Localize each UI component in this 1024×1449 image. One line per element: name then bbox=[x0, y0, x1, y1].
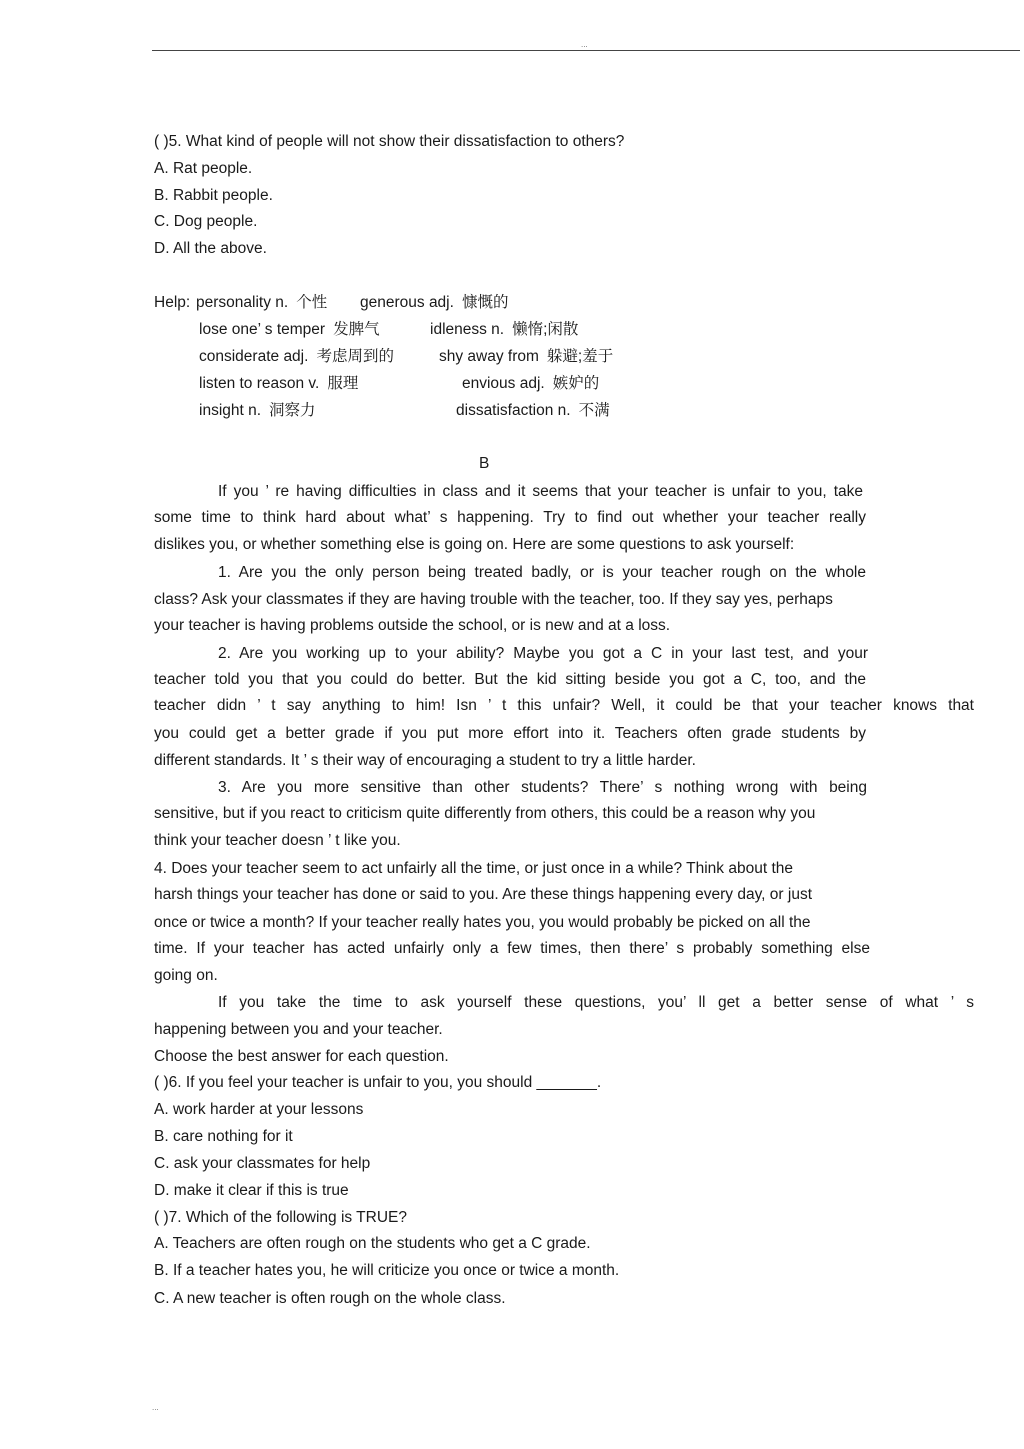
passage-line: dislikes you, or whether something else is going on. Here are some questions to ask yourself: bbox=[154, 536, 795, 553]
passage-line: 4. Does your teacher seem to act unfairly all the time, or just once in a while? Think about the bbox=[154, 860, 793, 877]
passage-line: once or twice a month? If your teacher really hates you, you would probably be picked on all the bbox=[154, 914, 811, 931]
header-dots: ... bbox=[581, 40, 588, 49]
question-6: ( )6. If you feel your teacher is unfair to you, you should _______. bbox=[154, 1074, 602, 1091]
question-7: ( )7. Which of the following is TRUE? bbox=[154, 1209, 407, 1226]
q5-option-b: B. Rabbit people. bbox=[154, 187, 273, 204]
help-entry: considerate adj. 考虑周到的 bbox=[199, 348, 394, 365]
help-entry: personality n. 个性 bbox=[196, 294, 328, 311]
q6-option-d: D. make it clear if this is true bbox=[154, 1182, 349, 1199]
passage-line: class? Ask your classmates if they are having trouble with the teacher, too. If they say yes, perhaps bbox=[154, 591, 833, 608]
q5-option-a: A. Rat people. bbox=[154, 160, 253, 177]
q5-option-c: C. Dog people. bbox=[154, 213, 258, 230]
help-label: Help: bbox=[154, 294, 191, 311]
passage-line: teacher didn ’ t say anything to him! Isn ’ t this unfair? Well, it could be that your teacher knows that bbox=[154, 697, 974, 714]
passage-heading: B bbox=[479, 455, 490, 472]
q6-option-b: B. care nothing for it bbox=[154, 1128, 293, 1145]
passage-line: think your teacher doesn ’ t like you. bbox=[154, 832, 401, 849]
passage-line: If you ’ re having difficulties in class and it seems that your teacher is unfair to you, take bbox=[218, 483, 863, 500]
passage-line: If you take the time to ask yourself these questions, you’ ll get a better sense of what ’ s bbox=[218, 994, 974, 1011]
passage-line: sensitive, but if you react to criticism quite differently from others, this could be a reason why you bbox=[154, 805, 816, 822]
passage-line: 2. Are you working up to your ability? Maybe you got a C in your last test, and your bbox=[218, 645, 868, 662]
footer-dots: ... bbox=[152, 1403, 159, 1412]
passage-line: different standards. It ’ s their way of encouraging a student to try a little harder. bbox=[154, 752, 696, 769]
instructions: Choose the best answer for each question. bbox=[154, 1048, 449, 1065]
passage-line: teacher told you that you could do better. But the kid sitting beside you got a C, too, and the bbox=[154, 671, 866, 688]
passage-line: going on. bbox=[154, 967, 218, 984]
passage-line: 1. Are you the only person being treated badly, or is your teacher rough on the whole bbox=[218, 564, 866, 581]
passage-line: you could get a better grade if you put more effort into it. Teachers often grade students by bbox=[154, 725, 866, 742]
header-rule bbox=[152, 50, 1020, 51]
help-entry: generous adj. 慷慨的 bbox=[360, 294, 509, 311]
help-entry: listen to reason v. 服理 bbox=[199, 375, 359, 392]
q7-option-a: A. Teachers are often rough on the students who get a C grade. bbox=[154, 1235, 591, 1252]
help-entry: lose one’ s temper 发脾气 bbox=[199, 321, 380, 338]
help-entry: dissatisfaction n. 不满 bbox=[456, 402, 610, 419]
passage-line: time. If your teacher has acted unfairly only a few times, then there’ s probably something else bbox=[154, 940, 870, 957]
help-entry: idleness n. 懒惰;闲散 bbox=[430, 321, 579, 338]
q7-option-b: B. If a teacher hates you, he will criticize you once or twice a month. bbox=[154, 1262, 620, 1279]
passage-line: happening between you and your teacher. bbox=[154, 1021, 443, 1038]
passage-line: your teacher is having problems outside the school, or is new and at a loss. bbox=[154, 617, 671, 634]
passage-line: some time to think hard about what’ s happening. Try to find out whether your teacher really bbox=[154, 509, 866, 526]
q6-option-c: C. ask your classmates for help bbox=[154, 1155, 371, 1172]
q5-option-d: D. All the above. bbox=[154, 240, 267, 257]
help-entry: shy away from 躲避;羞于 bbox=[439, 348, 614, 365]
q6-option-a: A. work harder at your lessons bbox=[154, 1101, 364, 1118]
passage-line: harsh things your teacher has done or said to you. Are these things happening every day, or just bbox=[154, 886, 813, 903]
question-5: ( )5. What kind of people will not show their dissatisfaction to others? bbox=[154, 133, 625, 150]
q7-option-c: C. A new teacher is often rough on the whole class. bbox=[154, 1290, 506, 1307]
help-entry: envious adj. 嫉妒的 bbox=[462, 375, 600, 392]
passage-line: 3. Are you more sensitive than other students? There’ s nothing wrong with being bbox=[218, 779, 867, 796]
help-entry: insight n. 洞察力 bbox=[199, 402, 316, 419]
